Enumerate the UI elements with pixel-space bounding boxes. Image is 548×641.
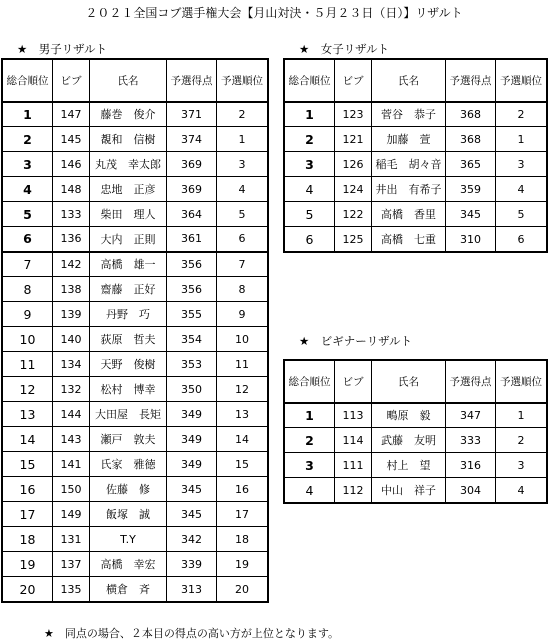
name-cell: 鴫原 毅 <box>372 403 446 428</box>
qualifying-rank-cell: 8 <box>217 277 268 302</box>
qualifying-score-cell: 345 <box>167 477 217 502</box>
overall-rank-cell: 18 <box>3 527 53 552</box>
header-qualifying-rank: 予選順位 <box>217 60 268 102</box>
qualifying-rank-cell: 1 <box>496 403 547 428</box>
name-cell: 齋藤 正好 <box>90 277 167 302</box>
bib-cell: 121 <box>335 127 372 152</box>
header-qualifying-score: 予選得点 <box>446 60 496 102</box>
overall-rank-cell: 3 <box>285 453 335 478</box>
qualifying-score-cell: 354 <box>167 327 217 352</box>
qualifying-score-cell: 316 <box>446 453 496 478</box>
qualifying-rank-cell: 11 <box>217 352 268 377</box>
table-row <box>285 127 547 152</box>
qualifying-score-cell: 369 <box>167 152 217 177</box>
overall-rank-cell: 9 <box>3 302 53 327</box>
qualifying-rank-cell: 2 <box>496 102 547 127</box>
qualifying-score-cell: 345 <box>167 502 217 527</box>
overall-rank-cell: 4 <box>285 177 335 202</box>
bib-cell: 147 <box>53 102 90 127</box>
header-qualifying-score: 予選得点 <box>446 361 496 403</box>
table-row <box>3 427 268 452</box>
overall-rank-cell: 11 <box>3 352 53 377</box>
name-cell: T.Y <box>90 527 167 552</box>
overall-rank-cell: 1 <box>285 102 335 127</box>
overall-rank-cell: 2 <box>285 127 335 152</box>
table-row <box>285 152 547 177</box>
overall-rank-cell: 3 <box>3 152 53 177</box>
bib-cell: 111 <box>335 453 372 478</box>
name-cell: 覩和 信樹 <box>90 127 167 152</box>
qualifying-rank-cell: 10 <box>217 327 268 352</box>
header-name: 氏名 <box>372 60 446 102</box>
table-row <box>3 552 268 577</box>
table-row <box>285 202 547 227</box>
overall-rank-cell: 12 <box>3 377 53 402</box>
qualifying-score-cell: 364 <box>167 202 217 227</box>
qualifying-rank-cell: 17 <box>217 502 268 527</box>
bib-cell: 133 <box>53 202 90 227</box>
qualifying-rank-cell: 4 <box>217 177 268 202</box>
qualifying-score-cell: 353 <box>167 352 217 377</box>
bib-cell: 143 <box>53 427 90 452</box>
bib-cell: 145 <box>53 127 90 152</box>
qualifying-rank-cell: 7 <box>217 252 268 277</box>
header-name: 氏名 <box>372 361 446 403</box>
qualifying-rank-cell: 12 <box>217 377 268 402</box>
qualifying-rank-cell: 18 <box>217 527 268 552</box>
bib-cell: 114 <box>335 428 372 453</box>
table-row <box>3 477 268 502</box>
table-row <box>285 453 547 478</box>
qualifying-score-cell: 342 <box>167 527 217 552</box>
qualifying-score-cell: 356 <box>167 252 217 277</box>
qualifying-score-cell: 368 <box>446 102 496 127</box>
qualifying-score-cell: 361 <box>167 227 217 252</box>
qualifying-rank-cell: 1 <box>496 127 547 152</box>
qualifying-score-cell: 339 <box>167 552 217 577</box>
qualifying-score-cell: 350 <box>167 377 217 402</box>
overall-rank-cell: 3 <box>285 152 335 177</box>
name-cell: 村上 望 <box>372 453 446 478</box>
qualifying-score-cell: 333 <box>446 428 496 453</box>
overall-rank-cell: 10 <box>3 327 53 352</box>
bib-cell: 144 <box>53 402 90 427</box>
name-cell: 高橋 幸宏 <box>90 552 167 577</box>
name-cell: 瀬戸 敦夫 <box>90 427 167 452</box>
name-cell: 大内 正則 <box>90 227 167 252</box>
bib-cell: 132 <box>53 377 90 402</box>
men-results-table <box>2 59 268 602</box>
table-header-row <box>285 60 547 102</box>
name-cell: 高橋 雄一 <box>90 252 167 277</box>
bib-cell: 139 <box>53 302 90 327</box>
bib-cell: 150 <box>53 477 90 502</box>
table-row <box>3 177 268 202</box>
women-section-title: ★ 女子リザルト <box>299 42 390 56</box>
page-title: ２０２１全国コブ選手権大会【月山対決・５月２３日（日）】リザルト <box>85 6 463 20</box>
overall-rank-cell: 16 <box>3 477 53 502</box>
bib-cell: 131 <box>53 527 90 552</box>
header-qualifying-rank: 予選順位 <box>496 60 547 102</box>
qualifying-rank-cell: 14 <box>217 427 268 452</box>
table-row <box>3 527 268 552</box>
qualifying-rank-cell: 6 <box>217 227 268 252</box>
qualifying-score-cell: 355 <box>167 302 217 327</box>
name-cell: 丸茂 幸太郎 <box>90 152 167 177</box>
name-cell: 武藤 友明 <box>372 428 446 453</box>
name-cell: 天野 俊樹 <box>90 352 167 377</box>
overall-rank-cell: 20 <box>3 577 53 602</box>
qualifying-rank-cell: 2 <box>217 102 268 127</box>
overall-rank-cell: 5 <box>3 202 53 227</box>
table-row <box>3 302 268 327</box>
qualifying-rank-cell: 3 <box>496 152 547 177</box>
name-cell: 稲毛 胡々音 <box>372 152 446 177</box>
qualifying-score-cell: 356 <box>167 277 217 302</box>
footnote: ★ 同点の場合、２本目の得点の高い方が上位となります。 <box>44 627 339 640</box>
name-cell: 飯塚 誠 <box>90 502 167 527</box>
name-cell: 柴田 理人 <box>90 202 167 227</box>
qualifying-rank-cell: 4 <box>496 478 547 503</box>
header-bib: ビブ <box>53 60 90 102</box>
name-cell: 氏家 雅徳 <box>90 452 167 477</box>
bib-cell: 135 <box>53 577 90 602</box>
qualifying-rank-cell: 16 <box>217 477 268 502</box>
overall-rank-cell: 2 <box>3 127 53 152</box>
name-cell: 横倉 斉 <box>90 577 167 602</box>
qualifying-score-cell: 365 <box>446 152 496 177</box>
qualifying-score-cell: 304 <box>446 478 496 503</box>
men-section-title: ★ 男子リザルト <box>17 42 108 56</box>
header-qualifying-score: 予選得点 <box>167 60 217 102</box>
qualifying-score-cell: 313 <box>167 577 217 602</box>
table-row <box>3 452 268 477</box>
table-row <box>3 352 268 377</box>
bib-cell: 112 <box>335 478 372 503</box>
bib-cell: 134 <box>53 352 90 377</box>
header-overall-rank: 総合順位 <box>3 60 53 102</box>
name-cell: 大田屋 長矩 <box>90 402 167 427</box>
bib-cell: 137 <box>53 552 90 577</box>
overall-rank-cell: 19 <box>3 552 53 577</box>
beginner-results-table <box>284 360 547 503</box>
table-row <box>285 428 547 453</box>
name-cell: 井出 有希子 <box>372 177 446 202</box>
bib-cell: 124 <box>335 177 372 202</box>
beginner-section-title: ★ ビギナーリザルト <box>299 334 413 348</box>
table-header-row <box>3 60 268 102</box>
qualifying-rank-cell: 19 <box>217 552 268 577</box>
name-cell: 忠地 正彦 <box>90 177 167 202</box>
bib-cell: 125 <box>335 227 372 252</box>
bib-cell: 122 <box>335 202 372 227</box>
qualifying-score-cell: 374 <box>167 127 217 152</box>
header-bib: ビブ <box>335 361 372 403</box>
qualifying-rank-cell: 2 <box>496 428 547 453</box>
name-cell: 佐藤 修 <box>90 477 167 502</box>
qualifying-rank-cell: 9 <box>217 302 268 327</box>
qualifying-rank-cell: 3 <box>217 152 268 177</box>
qualifying-rank-cell: 13 <box>217 402 268 427</box>
bib-cell: 138 <box>53 277 90 302</box>
bib-cell: 146 <box>53 152 90 177</box>
table-row <box>3 152 268 177</box>
overall-rank-cell: 8 <box>3 277 53 302</box>
overall-rank-cell: 7 <box>3 252 53 277</box>
table-row <box>285 478 547 503</box>
overall-rank-cell: 14 <box>3 427 53 452</box>
overall-rank-cell: 4 <box>285 478 335 503</box>
table-row <box>3 127 268 152</box>
table-row <box>285 177 547 202</box>
overall-rank-cell: 17 <box>3 502 53 527</box>
header-overall-rank: 総合順位 <box>285 60 335 102</box>
table-row <box>3 252 268 277</box>
qualifying-score-cell: 349 <box>167 402 217 427</box>
table-row <box>3 377 268 402</box>
table-row <box>3 327 268 352</box>
qualifying-score-cell: 349 <box>167 452 217 477</box>
bib-cell: 126 <box>335 152 372 177</box>
name-cell: 高橋 香里 <box>372 202 446 227</box>
table-row <box>3 502 268 527</box>
bib-cell: 149 <box>53 502 90 527</box>
qualifying-score-cell: 368 <box>446 127 496 152</box>
table-header-row <box>285 361 547 403</box>
header-qualifying-rank: 予選順位 <box>496 361 547 403</box>
bib-cell: 123 <box>335 102 372 127</box>
overall-rank-cell: 15 <box>3 452 53 477</box>
name-cell: 丹野 巧 <box>90 302 167 327</box>
table-row <box>285 403 547 428</box>
qualifying-rank-cell: 4 <box>496 177 547 202</box>
bib-cell: 141 <box>53 452 90 477</box>
bib-cell: 136 <box>53 227 90 252</box>
overall-rank-cell: 6 <box>3 227 53 252</box>
table-row <box>3 577 268 602</box>
qualifying-score-cell: 371 <box>167 102 217 127</box>
qualifying-rank-cell: 1 <box>217 127 268 152</box>
table-row <box>3 202 268 227</box>
bib-cell: 113 <box>335 403 372 428</box>
overall-rank-cell: 6 <box>285 227 335 252</box>
qualifying-score-cell: 349 <box>167 427 217 452</box>
qualifying-rank-cell: 3 <box>496 453 547 478</box>
qualifying-score-cell: 310 <box>446 227 496 252</box>
qualifying-score-cell: 359 <box>446 177 496 202</box>
qualifying-rank-cell: 5 <box>496 202 547 227</box>
overall-rank-cell: 4 <box>3 177 53 202</box>
name-cell: 中山 祥子 <box>372 478 446 503</box>
qualifying-score-cell: 347 <box>446 403 496 428</box>
name-cell: 加藤 萱 <box>372 127 446 152</box>
name-cell: 荻原 哲夫 <box>90 327 167 352</box>
overall-rank-cell: 2 <box>285 428 335 453</box>
qualifying-rank-cell: 20 <box>217 577 268 602</box>
header-overall-rank: 総合順位 <box>285 361 335 403</box>
bib-cell: 148 <box>53 177 90 202</box>
table-row <box>285 227 547 252</box>
name-cell: 松村 博幸 <box>90 377 167 402</box>
header-name: 氏名 <box>90 60 167 102</box>
table-row <box>3 277 268 302</box>
header-bib: ビブ <box>335 60 372 102</box>
qualifying-score-cell: 345 <box>446 202 496 227</box>
qualifying-rank-cell: 5 <box>217 202 268 227</box>
name-cell: 藤巻 俊介 <box>90 102 167 127</box>
name-cell: 菅谷 恭子 <box>372 102 446 127</box>
table-row <box>3 402 268 427</box>
overall-rank-cell: 13 <box>3 402 53 427</box>
name-cell: 高橋 七重 <box>372 227 446 252</box>
bib-cell: 142 <box>53 252 90 277</box>
bib-cell: 140 <box>53 327 90 352</box>
overall-rank-cell: 5 <box>285 202 335 227</box>
table-row <box>3 227 268 252</box>
qualifying-rank-cell: 15 <box>217 452 268 477</box>
table-row <box>285 102 547 127</box>
table-row <box>3 102 268 127</box>
qualifying-rank-cell: 6 <box>496 227 547 252</box>
overall-rank-cell: 1 <box>285 403 335 428</box>
women-results-table <box>284 59 547 252</box>
overall-rank-cell: 1 <box>3 102 53 127</box>
qualifying-score-cell: 369 <box>167 177 217 202</box>
